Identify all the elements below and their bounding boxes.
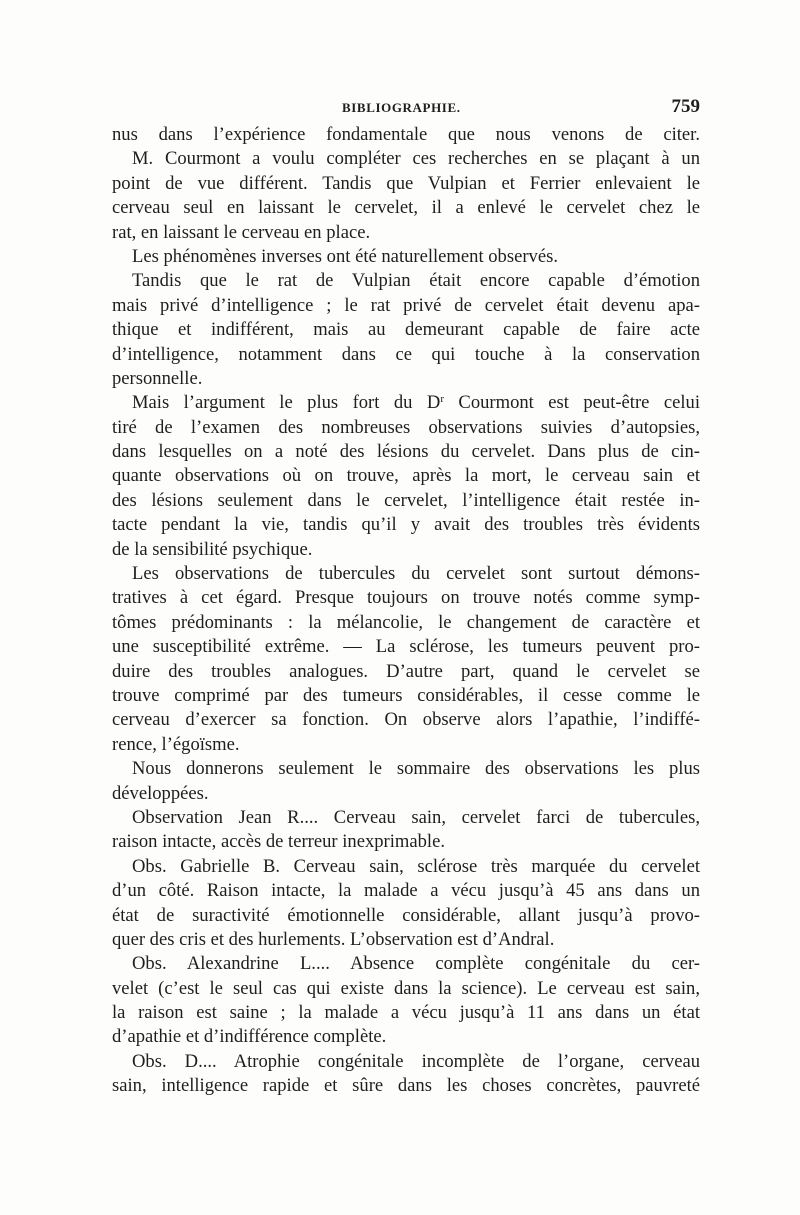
text-line: personnelle. <box>112 367 203 389</box>
text-line: de la sensibilité psychique. <box>112 538 313 560</box>
text-line: Obs. Alexandrine L.... Absence complète congénitale du cer- <box>132 953 700 975</box>
text-line: trouve comprimé par des tumeurs considérables, il cesse comme le <box>112 684 700 706</box>
text-line: tratives à cet égard. Presque toujours on trouve notés comme symp- <box>112 587 700 609</box>
text-line: sain, intelligence rapide et sûre dans les choses concrètes, pauvreté <box>112 1075 700 1097</box>
text-line: rence, l’égoïsme. <box>112 733 240 755</box>
text-line: développées. <box>112 782 209 804</box>
text-line: une susceptibilité extrême. — La sclérose, les tumeurs peuvent pro- <box>112 636 700 658</box>
text-line: Les observations de tubercules du cervelet sont surtout démons- <box>132 563 700 585</box>
text-line: d’apathie et d’indifférence complète. <box>112 1026 387 1048</box>
text-line: tacte pendant la vie, tandis qu’il y avait des troubles très évidents <box>112 514 700 536</box>
text-line: Les phénomènes inverses ont été naturellement observés. <box>132 245 558 267</box>
text-line: Obs. D.... Atrophie congénitale incomplète de l’organe, cerveau <box>132 1050 700 1072</box>
text-line: tômes prédominants : la mélancolie, le changement de caractère et <box>112 611 700 633</box>
text-line: Obs. Gabrielle B. Cerveau sain, sclérose très marquée du cervelet <box>132 855 700 877</box>
text-line: la raison est saine ; la malade a vécu jusqu’à 11 ans dans un état <box>112 1002 700 1024</box>
text-line: point de vue différent. Tandis que Vulpian et Ferrier enlevaient le <box>112 172 700 194</box>
text-line: Nous donnerons seulement le sommaire des observations les plus <box>132 758 700 780</box>
text-line: des lésions seulement dans le cervelet, l’intelligence était restée in- <box>112 489 700 511</box>
page-header <box>112 96 700 120</box>
text-line: thique et indifférent, mais au demeurant capable de faire acte <box>112 319 700 341</box>
text-line: Tandis que le rat de Vulpian était encore capable d’émotion <box>132 270 700 292</box>
text-line: tiré de l’examen des nombreuses observations suivies d’autopsies, <box>112 416 700 438</box>
text-fragment: Courmont est peut-être celui <box>443 392 700 414</box>
text-line: cerveau d’exercer sa fonction. On observe alors l’apathie, l’indiffé- <box>112 709 700 731</box>
text-line: cerveau seul en laissant le cervelet, il a enlevé le cervelet chez le <box>112 197 700 219</box>
running-title: BIBLIOGRAPHIE. <box>342 100 461 115</box>
text-line: duire des troubles analogues. D’autre part, quand le cervelet se <box>112 660 700 682</box>
text-line: dans lesquelles on a noté des lésions du cervelet. Dans plus de cin- <box>112 441 700 463</box>
body-text <box>112 123 700 1099</box>
text-line: Observation Jean R.... Cerveau sain, cervelet farci de tubercules, <box>132 806 700 828</box>
text-fragment: Mais l’argument le plus fort du D <box>132 392 441 414</box>
page-number: 759 <box>671 96 700 117</box>
text-line <box>112 391 700 415</box>
text-line: rat, en laissant le cerveau en place. <box>112 221 371 243</box>
text-line: velet (c’est le seul cas qui existe dans la science). Le cerveau est sain, <box>112 977 700 999</box>
text-line: M. Courmont a voulu compléter ces recherches en se plaçant à un <box>132 148 700 170</box>
text-line: raison intacte, accès de terreur inexprimable. <box>112 831 445 853</box>
text-line: d’un côté. Raison intacte, la malade a vécu jusqu’à 45 ans dans un <box>112 880 700 902</box>
text-line: état de suractivité émotionnelle considérable, allant jusqu’à provo- <box>112 904 700 926</box>
text-line: quante observations où on trouve, après la mort, le cerveau sain et <box>112 465 700 487</box>
text-line: nus dans l’expérience fondamentale que nous venons de citer. <box>112 124 700 145</box>
superscript: r <box>440 393 444 406</box>
text-line: quer des cris et des hurlements. L’observation est d’Andral. <box>112 928 555 950</box>
text-line: mais privé d’intelligence ; le rat privé de cervelet était devenu apa- <box>112 294 700 316</box>
text-line: d’intelligence, notamment dans ce qui touche à la conservation <box>112 343 700 365</box>
